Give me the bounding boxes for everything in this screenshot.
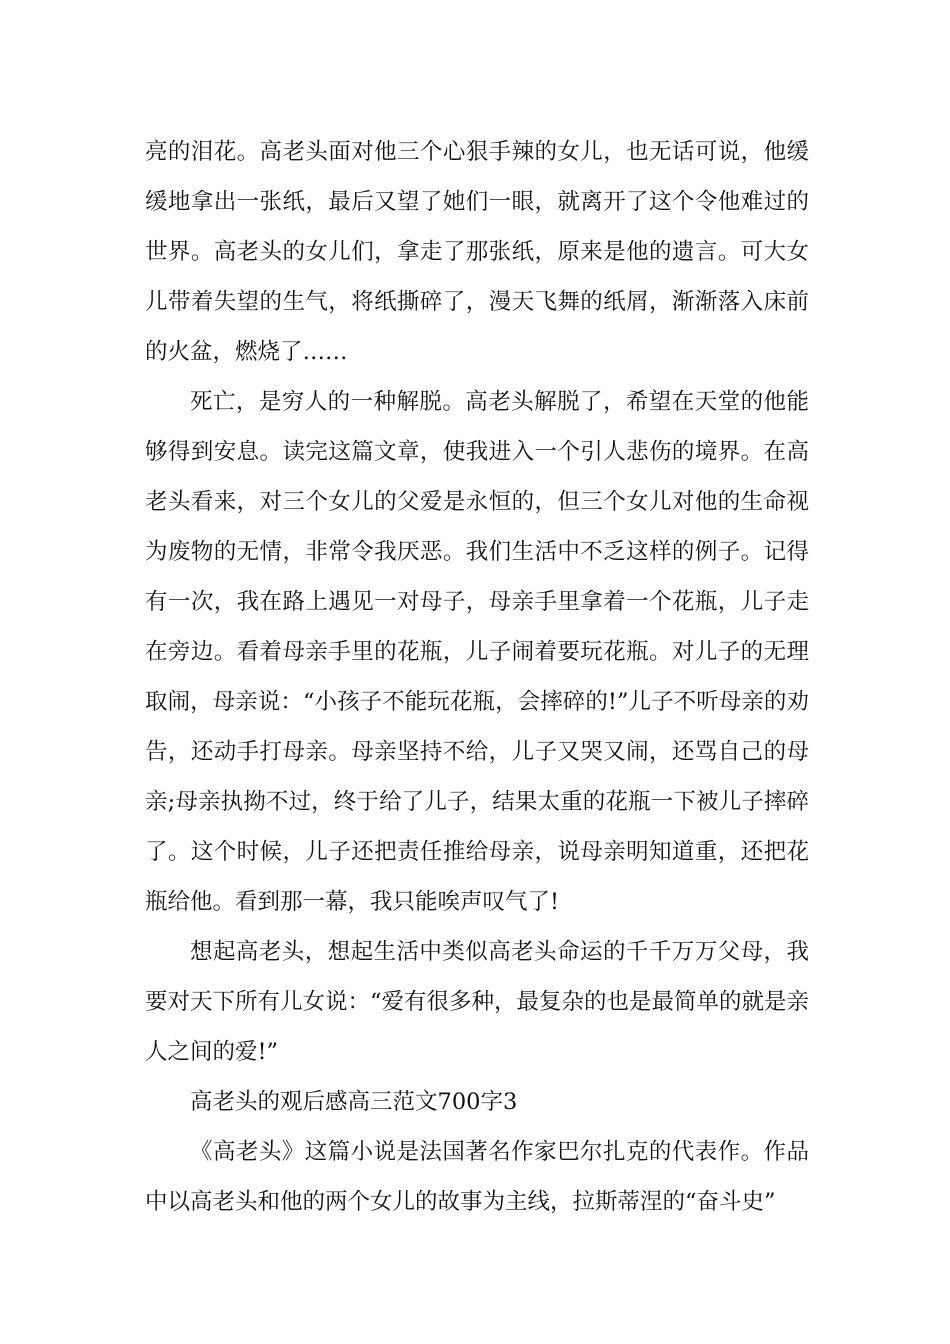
paragraph-conclusion: 想起高老头，想起生活中类似高老头命运的千千万万父母，我要对天下所有儿女说：“爱有很多种，最复杂的也是最简单的就是亲人之间的爱!”	[145, 939, 810, 1065]
document-page	[145, 127, 809, 1227]
paragraph-reflection: 死亡，是穷人的一种解脱。高老头解脱了，希望在天堂的他能够得到安息。读完这篇文章，使我进入一个引人悲伤的境界。在高老头看来，对三个女儿的父爱是永恒的，但三个女儿对他的生命视为废物的无情，非常令我厌恶。我们生活中不乏这样的例子。记得有一次，我在路上遇见一对母子，母亲手里拿着一个花瓶，儿子走在旁边。看着母亲手里的花瓶，儿子闹着要玩花瓶。对儿子的无理取闹，母亲说：“小孩子不能玩花瓶，会摔碎的!”儿子不听母亲的劝告，还动手打母亲。母亲坚持不给，儿子又哭又闹，还骂自己的母亲;母亲执拗不过，终于给了儿子，结果太重的花瓶一下被儿子摔碎了。这个时候，儿子还把责任推给母亲，说母亲明知道重，还把花瓶给他。看到那一幕，我只能唉声叹气了!	[145, 389, 809, 915]
section-heading: 高老头的观后感高三范文700字3	[190, 1089, 518, 1115]
paragraph-intro: 《高老头》这篇小说是法国著名作家巴尔扎克的代表作。作品中以高老头和他的两个女儿的故事为主线，拉斯蒂涅的“奋斗史”	[145, 1139, 809, 1215]
paragraph-continuation: 亮的泪花。高老头面对他三个心狠手辣的女儿，也无话可说，他缓缓地拿出一张纸，最后又望了她们一眼，就离开了这个令他难过的世界。高老头的女儿们，拿走了那张纸，原来是他的遗言。可大女儿带着失望的生气，将纸撕碎了，漫天飞舞的纸屑，渐渐落入床前的火盆，燃烧了……	[145, 139, 809, 365]
